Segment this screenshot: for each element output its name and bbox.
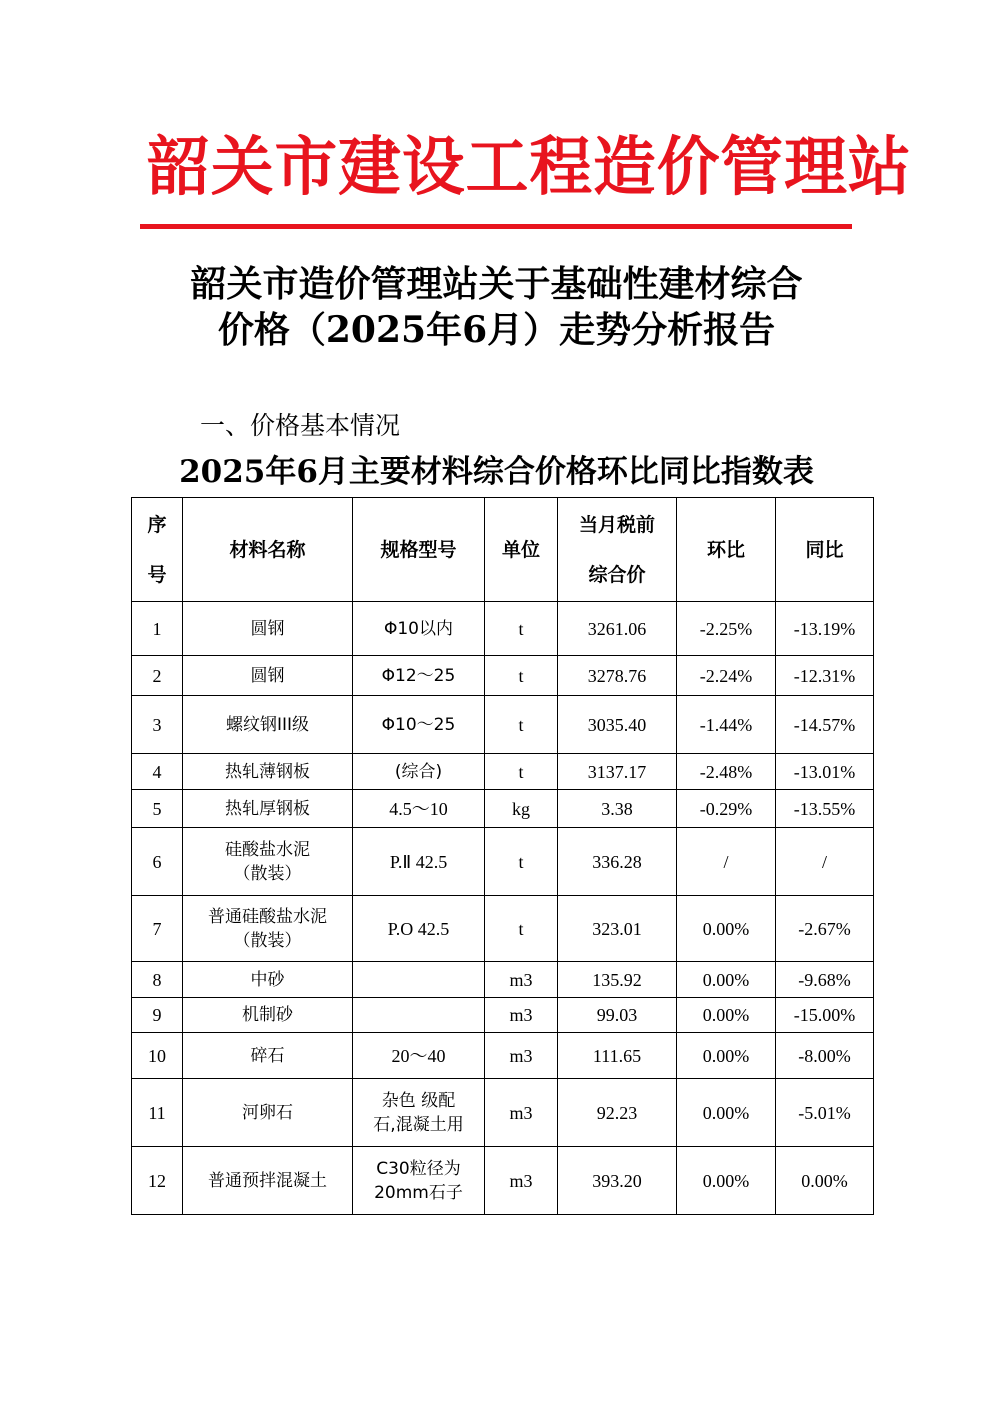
table-row [132, 790, 874, 828]
cell-price: 3035.40 [558, 696, 677, 754]
cell-price: 3.38 [558, 790, 677, 828]
cell-unit: m3 [485, 962, 558, 998]
cell-name: 螺纹钢III级 [183, 696, 353, 754]
cell-unit: t [485, 828, 558, 896]
cell-unit: kg [485, 790, 558, 828]
cell-price: 3261.06 [558, 602, 677, 656]
table-row [132, 828, 874, 896]
cell-yoy: -13.55% [776, 790, 874, 828]
table-row [132, 1079, 874, 1147]
price-index-table [131, 497, 874, 1215]
table-row [132, 1147, 874, 1215]
cell-yoy: -2.67% [776, 896, 874, 962]
cell-unit: t [485, 896, 558, 962]
cell-spec: Φ12～25 [353, 656, 485, 696]
cell-price: 99.03 [558, 998, 677, 1033]
cell-name: 碎石 [183, 1033, 353, 1079]
table-row [132, 696, 874, 754]
cell-spec [353, 998, 485, 1033]
report-title-line2: 价格（2025年6月）走势分析报告 [217, 309, 776, 351]
cell-seq: 11 [132, 1079, 183, 1147]
cell-yoy: 0.00% [776, 1147, 874, 1215]
cell-yoy: -5.01% [776, 1079, 874, 1147]
header-price: 当月税前 综合价 [558, 498, 677, 602]
cell-name: 普通预拌混凝土 [183, 1147, 353, 1215]
cell-price: 92.23 [558, 1079, 677, 1147]
masthead-divider [140, 224, 852, 229]
cell-seq: 8 [132, 962, 183, 998]
cell-price: 393.20 [558, 1147, 677, 1215]
cell-yoy: -13.19% [776, 602, 874, 656]
cell-mom: 0.00% [677, 1079, 776, 1147]
cell-yoy: -9.68% [776, 962, 874, 998]
report-title-line1: 韶关市造价管理站关于基础性建材综合 [190, 263, 803, 305]
table-row [132, 1033, 874, 1079]
cell-seq: 7 [132, 896, 183, 962]
cell-seq: 5 [132, 790, 183, 828]
cell-spec: 20～40 [353, 1033, 485, 1079]
cell-spec: P.O 42.5 [353, 896, 485, 962]
cell-spec [353, 962, 485, 998]
cell-unit: t [485, 754, 558, 790]
table-row [132, 962, 874, 998]
table-row [132, 754, 874, 790]
cell-seq: 6 [132, 828, 183, 896]
cell-unit: m3 [485, 1079, 558, 1147]
cell-price: 135.92 [558, 962, 677, 998]
cell-spec: P.Ⅱ 42.5 [353, 828, 485, 896]
cell-mom: / [677, 828, 776, 896]
cell-spec: Φ10～25 [353, 696, 485, 754]
cell-name: 中砂 [183, 962, 353, 998]
cell-seq: 1 [132, 602, 183, 656]
cell-mom: 0.00% [677, 896, 776, 962]
cell-seq: 10 [132, 1033, 183, 1079]
cell-yoy: -8.00% [776, 1033, 874, 1079]
cell-name: 热轧厚钢板 [183, 790, 353, 828]
table-title: 2025年6月主要材料综合价格环比同比指数表 [179, 454, 814, 490]
cell-unit: t [485, 656, 558, 696]
cell-yoy: / [776, 828, 874, 896]
cell-price: 111.65 [558, 1033, 677, 1079]
cell-yoy: -14.57% [776, 696, 874, 754]
section-heading: 一、价格基本情况 [200, 411, 401, 440]
cell-unit: m3 [485, 998, 558, 1033]
header-spec: 规格型号 [353, 498, 485, 602]
cell-price: 3278.76 [558, 656, 677, 696]
cell-unit: t [485, 602, 558, 656]
header-seq: 序 号 [132, 498, 183, 602]
cell-spec: Φ10以内 [353, 602, 485, 656]
cell-price: 336.28 [558, 828, 677, 896]
cell-name: 普通硅酸盐水泥 （散装） [183, 896, 353, 962]
cell-unit: m3 [485, 1147, 558, 1215]
cell-mom: -2.25% [677, 602, 776, 656]
cell-price: 323.01 [558, 896, 677, 962]
cell-seq: 4 [132, 754, 183, 790]
table-row [132, 656, 874, 696]
cell-name: 圆钢 [183, 602, 353, 656]
cell-seq: 12 [132, 1147, 183, 1215]
cell-mom: 0.00% [677, 998, 776, 1033]
cell-mom: 0.00% [677, 962, 776, 998]
cell-mom: -2.48% [677, 754, 776, 790]
cell-mom: -1.44% [677, 696, 776, 754]
cell-name: 热轧薄钢板 [183, 754, 353, 790]
cell-spec: 杂色 级配 石,混凝土用 [353, 1079, 485, 1147]
cell-mom: 0.00% [677, 1147, 776, 1215]
cell-mom: -2.24% [677, 656, 776, 696]
org-masthead: 韶关市建设工程造价管理站 [147, 131, 912, 205]
table-row [132, 998, 874, 1033]
cell-spec: (综合) [353, 754, 485, 790]
table-row [132, 896, 874, 962]
cell-unit: m3 [485, 1033, 558, 1079]
cell-mom: 0.00% [677, 1033, 776, 1079]
header-unit: 单位 [485, 498, 558, 602]
header-name: 材料名称 [183, 498, 353, 602]
cell-seq: 3 [132, 696, 183, 754]
cell-name: 机制砂 [183, 998, 353, 1033]
cell-name: 硅酸盐水泥 （散装） [183, 828, 353, 896]
table-header-row [132, 498, 874, 602]
cell-seq: 2 [132, 656, 183, 696]
cell-spec: C30粒径为 20mm石子 [353, 1147, 485, 1215]
table-row [132, 602, 874, 656]
cell-price: 3137.17 [558, 754, 677, 790]
cell-seq: 9 [132, 998, 183, 1033]
cell-yoy: -12.31% [776, 656, 874, 696]
cell-mom: -0.29% [677, 790, 776, 828]
header-yoy: 同比 [776, 498, 874, 602]
header-mom: 环比 [677, 498, 776, 602]
cell-yoy: -13.01% [776, 754, 874, 790]
cell-name: 河卵石 [183, 1079, 353, 1147]
cell-name: 圆钢 [183, 656, 353, 696]
cell-yoy: -15.00% [776, 998, 874, 1033]
cell-spec: 4.5～10 [353, 790, 485, 828]
cell-unit: t [485, 696, 558, 754]
